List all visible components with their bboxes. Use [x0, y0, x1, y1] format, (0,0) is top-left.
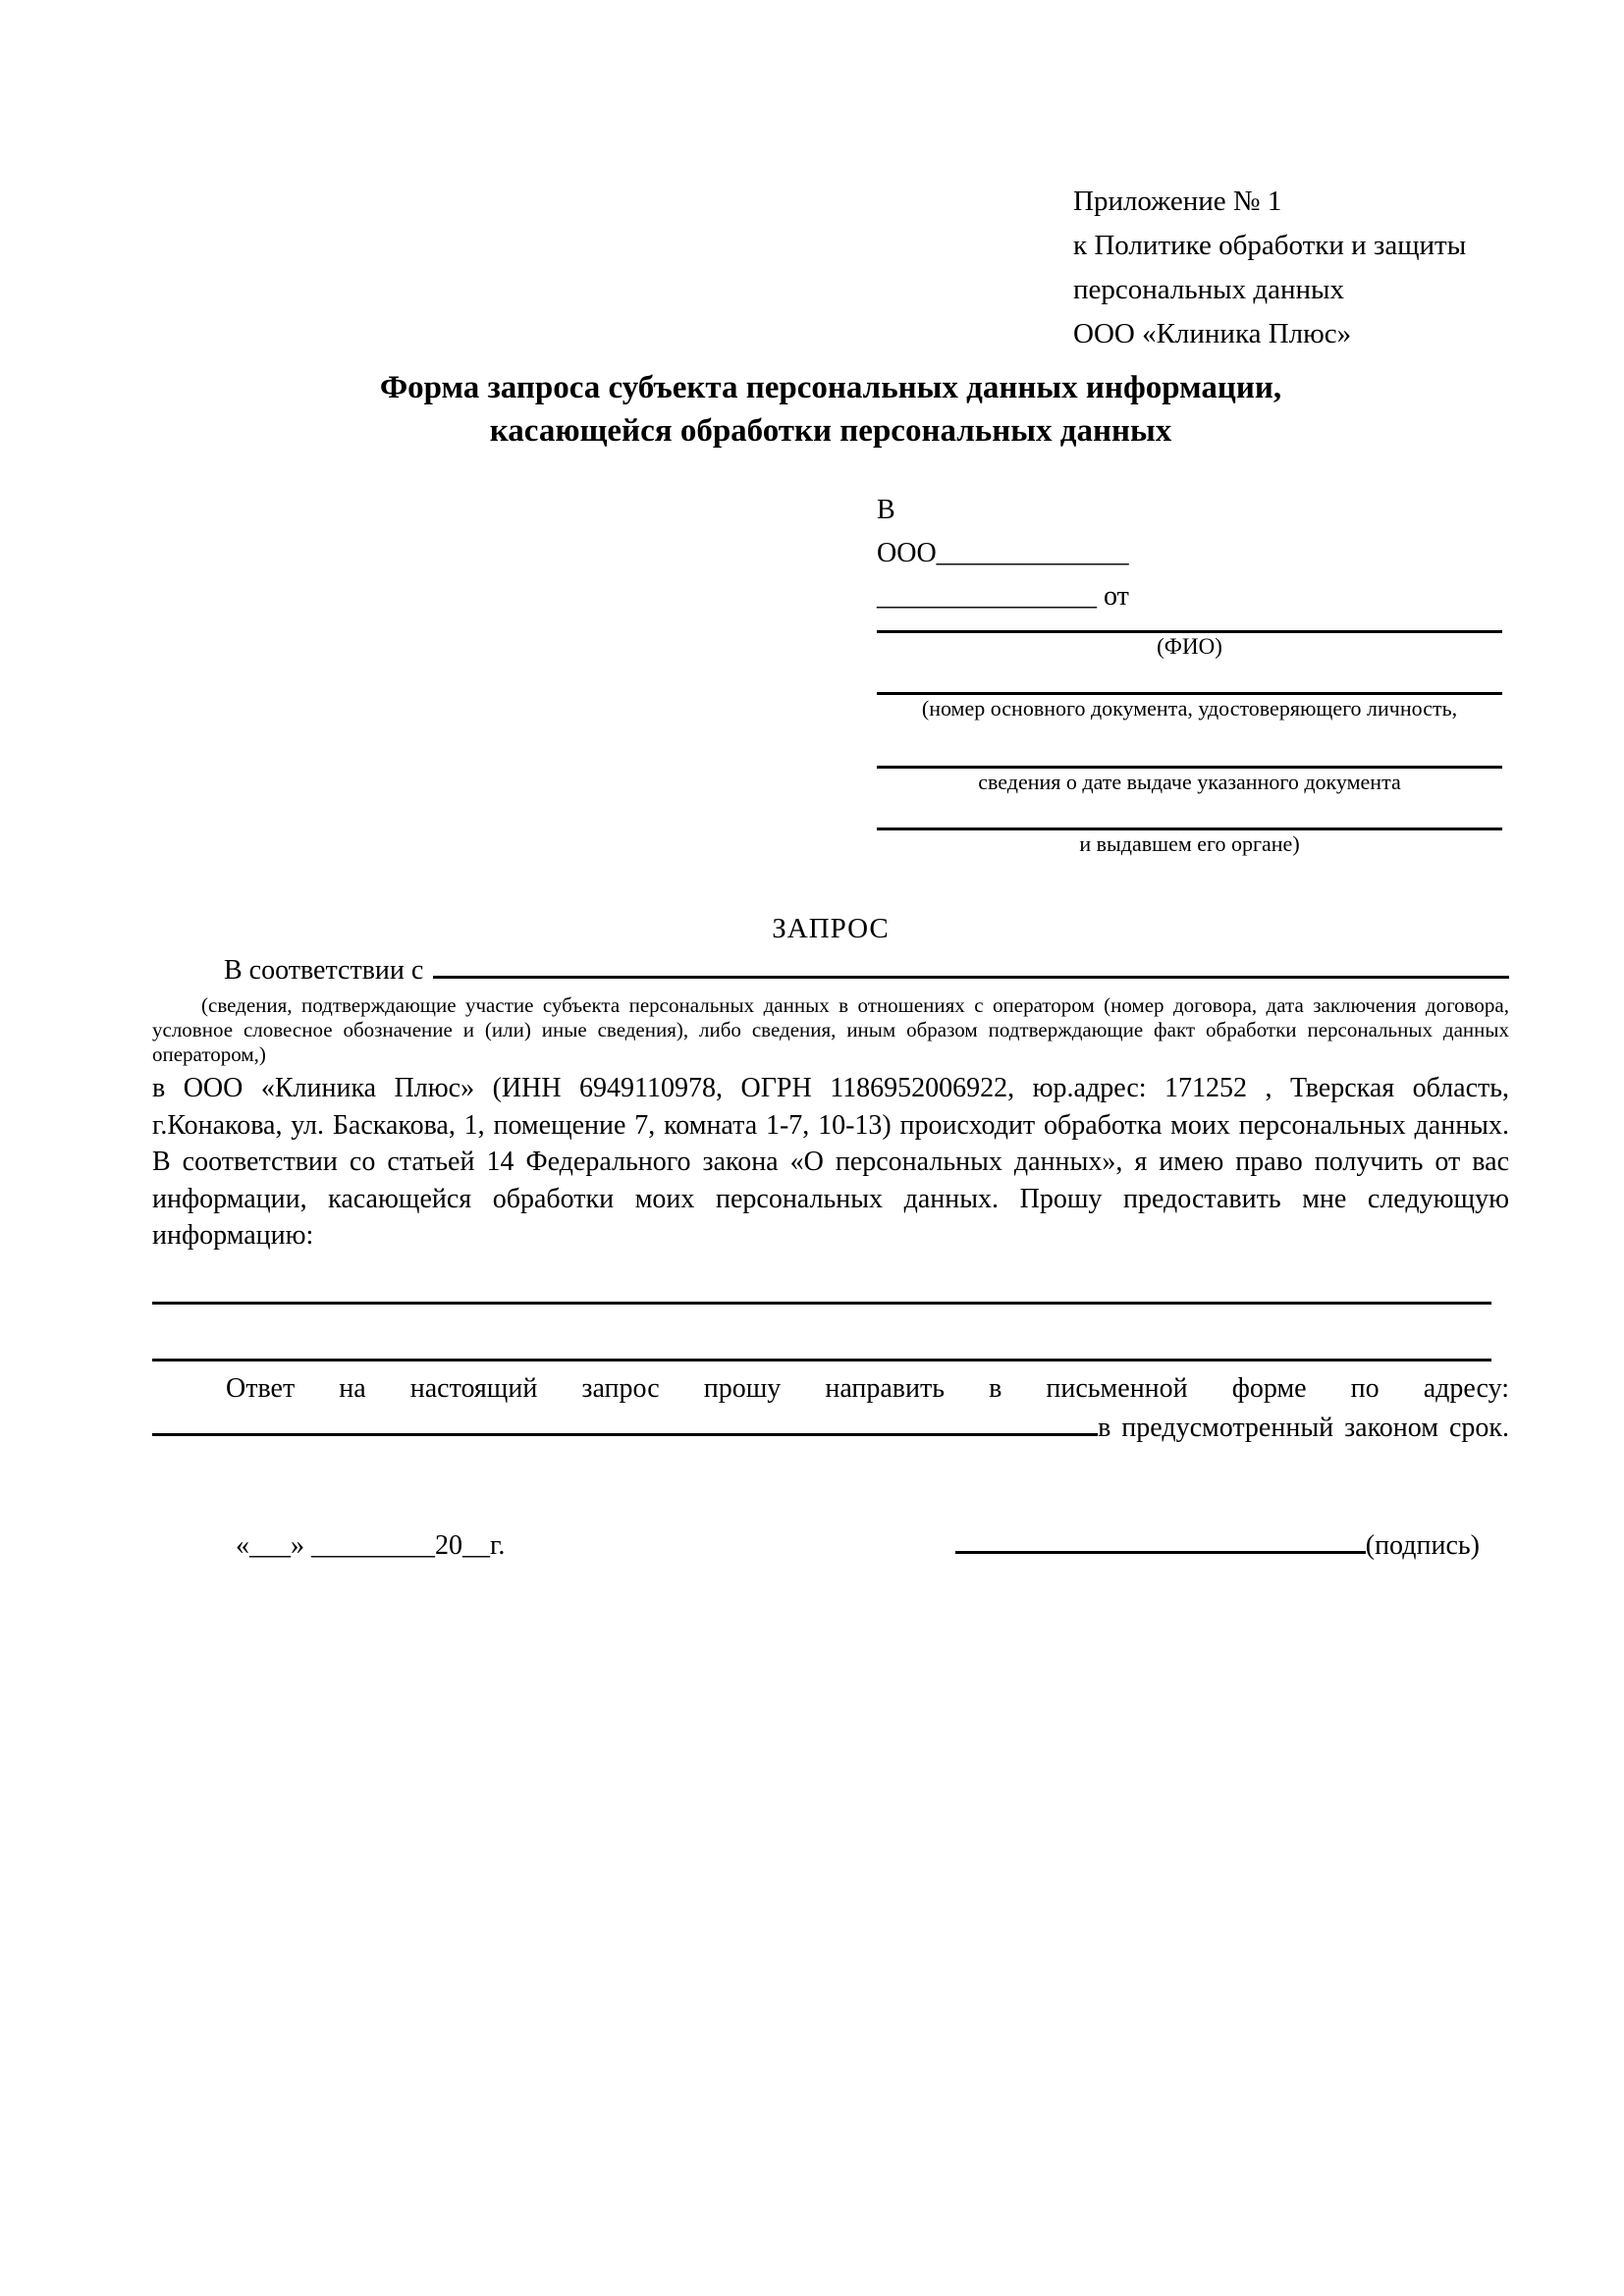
- document-content: [152, 0, 1509, 1565]
- fio-caption: (ФИО): [1157, 634, 1222, 659]
- date-blank: «___» _________20__г.: [236, 1529, 506, 1561]
- information-blank-line-1: [152, 1302, 1491, 1305]
- addressee-block: [877, 489, 1502, 858]
- issue-date-caption: сведения о дате выдаче указанного документа: [978, 770, 1401, 794]
- basis-note: (сведения, подтверждающие участие субъекта персональных данных в отношениях с оператором (номер договора, дата заключения договора, условное словесное обозначение и (или) иные сведения), либо сведения, иным образом подтверждающие факт обработки персональных данных оператором,): [152, 993, 1509, 1066]
- request-body: в ООО «Клиника Плюс» (ИНН 6949110978, ОГРН 1186952006922, юр.адрес: 171252 , Тверская область, г.Конакова, ул. Баскакова, 1, помещение 7, комната 1-7, 10-13) происходит обработка моих персональных данных. В соответствии со статьей 14 Федерального закона «О персональных данных», я имею право получить от вас информации, касающейся обработки моих персональных данных. Прошу предоставить мне следующую информацию:: [152, 1073, 1509, 1251]
- information-blank-line-2: [152, 1359, 1491, 1362]
- request-heading: ЗАПРОС: [772, 913, 890, 944]
- reply-address-row: [152, 1408, 1509, 1447]
- page-title-line: Форма запроса субъекта персональных данных информации,: [379, 370, 1282, 405]
- appendix-header: [1073, 180, 1509, 356]
- signature-caption: (подпись): [1365, 1529, 1480, 1561]
- basis-blank-line: [433, 952, 1509, 979]
- appendix-header-line: к Политике обработки и защиты: [1073, 230, 1467, 261]
- appendix-header-line: персональных данных: [1073, 274, 1345, 305]
- page-title-line: касающейся обработки персональных данных: [489, 413, 1172, 449]
- appendix-header-line: ООО «Клиника Плюс»: [1073, 318, 1352, 349]
- addressee-from-blank: ________________ от: [877, 581, 1129, 612]
- signature-row: [152, 1527, 1509, 1565]
- signature-group: [955, 1527, 1480, 1565]
- issuing-authority-caption: и выдавшем его органе): [1079, 831, 1300, 856]
- reply-address-text: Ответ на настоящий запрос прошу направить в письменной форме по адресу:: [226, 1372, 1509, 1404]
- signature-blank-line: [955, 1527, 1366, 1554]
- addressee-company-blank: ООО______________: [877, 538, 1129, 568]
- document-number-caption: (номер основного документа, удостоверяющего личность,: [921, 696, 1458, 721]
- addressee-to-label: В: [877, 495, 895, 525]
- page-title: [152, 366, 1509, 453]
- basis-label: В соответствии с: [224, 955, 424, 986]
- reply-address-blank-line: [152, 1408, 1098, 1436]
- appendix-header-line: Приложение № 1: [1073, 186, 1282, 217]
- basis-row: [152, 952, 1509, 989]
- reply-deadline-text: в предусмотренный законом срок.: [1098, 1412, 1509, 1443]
